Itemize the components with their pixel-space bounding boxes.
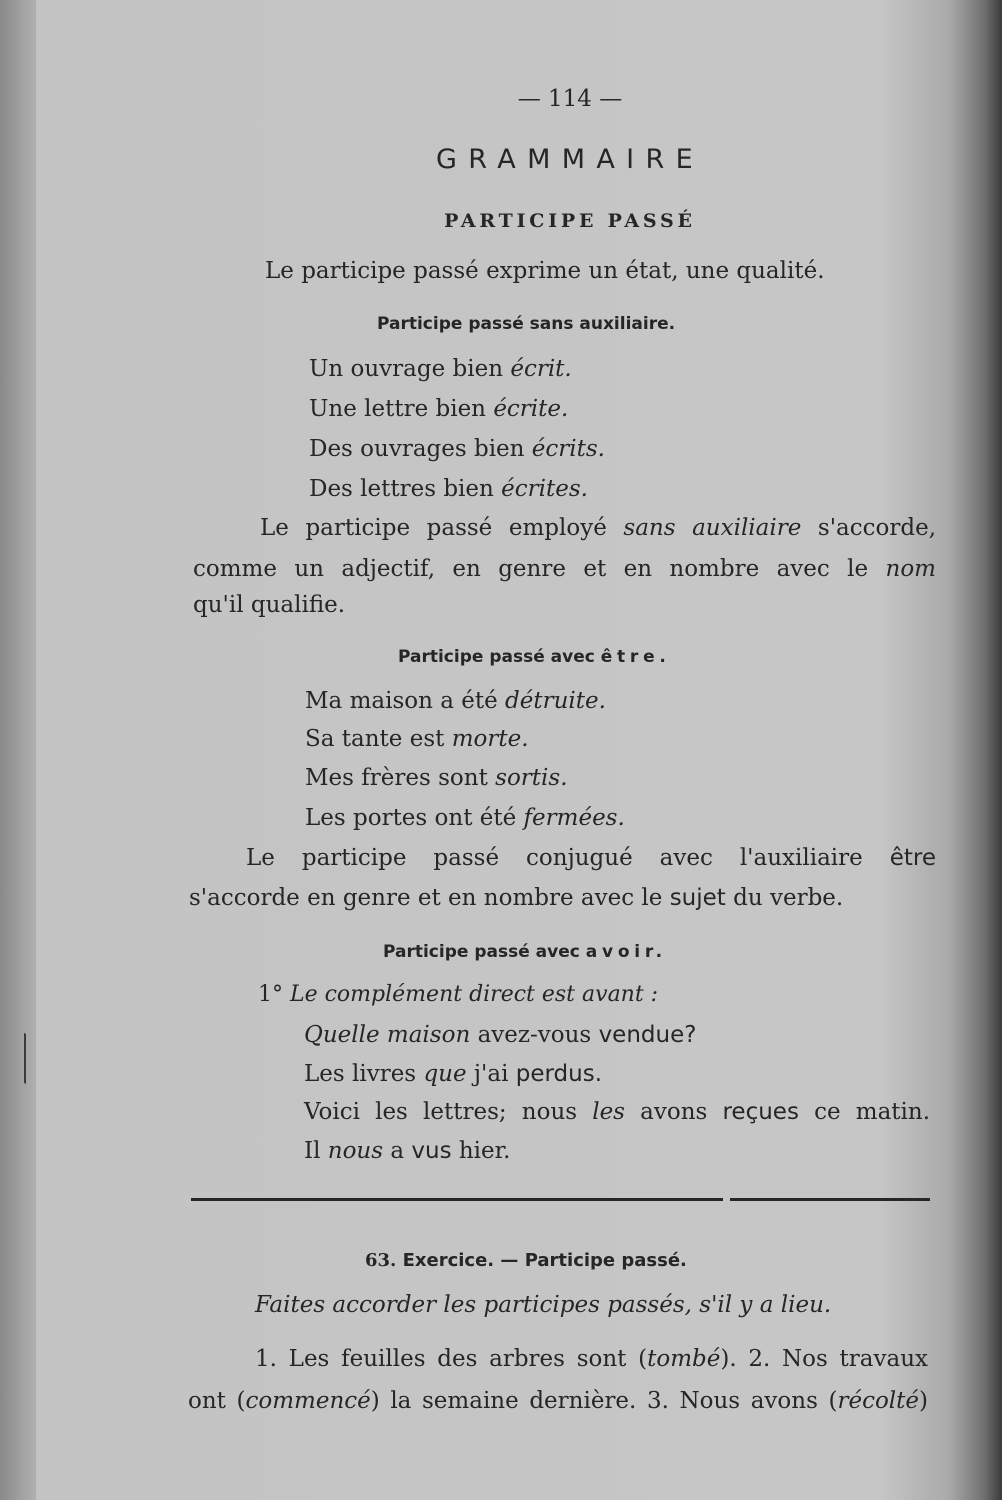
- rule-sans-auxiliaire-line2: comme un adjectif, en genre et en nombre avec le nom: [193, 556, 936, 582]
- main-title: GRAMMAIRE: [436, 144, 704, 175]
- subheading-avec-avoir: Participe passé avec avoir.: [383, 942, 667, 962]
- example-line: Une lettre bien écrite.: [309, 396, 569, 422]
- example-line: Ma maison a été détruite.: [305, 688, 606, 714]
- example-line: Mes frères sont sortis.: [305, 765, 568, 791]
- example-line: Il nous a vus hier.: [304, 1138, 511, 1164]
- page-number: — 114 —: [517, 86, 623, 112]
- section-title: PARTICIPE PASSÉ: [444, 210, 696, 232]
- rule-avec-etre-line2: s'accorde en genre et en nombre avec le sujet du verbe.: [189, 885, 844, 911]
- example-line: Les portes ont été fermées.: [305, 805, 625, 831]
- example-line: Voici les lettres; nous les avons reçues ce matin.: [304, 1099, 930, 1125]
- example-line: Des lettres bien écrites.: [309, 476, 588, 502]
- rule-avec-etre-line1: Le participe passé conjugué avec l'auxiliaire être: [246, 845, 936, 871]
- example-line: Les livres que j'ai perdus.: [304, 1061, 603, 1087]
- subheading-sans-auxiliaire: Participe passé sans auxiliaire.: [377, 314, 676, 334]
- subheading-avec-etre: Participe passé avec être.: [398, 647, 671, 667]
- definition: Le participe passé exprime un état, une qualité.: [265, 258, 825, 284]
- exercise-instruction: Faites accorder les participes passés, s'il y a lieu.: [255, 1292, 832, 1318]
- example-line: Sa tante est morte.: [305, 726, 529, 752]
- case-label: 1° Le complément direct est avant :: [258, 982, 659, 1007]
- section-divider: [730, 1198, 930, 1201]
- exercise-line-2: ont (commencé) la semaine dernière. 3. Nous avons (récolté): [188, 1388, 928, 1414]
- section-divider: [191, 1198, 723, 1201]
- exercise-header: 63. Exercice. — Participe passé.: [365, 1250, 687, 1271]
- rule-sans-auxiliaire-line1: Le participe passé employé sans auxiliaire s'accorde,: [260, 515, 937, 541]
- rule-sans-auxiliaire-line3: qu'il qualifie.: [193, 592, 346, 618]
- example-line: Quelle maison avez-vous vendue?: [304, 1022, 697, 1048]
- example-line: Des ouvrages bien écrits.: [309, 436, 605, 462]
- exercise-line-1: 1. Les feuilles des arbres sont (tombé). 2. Nos travaux: [255, 1346, 928, 1372]
- example-line: Un ouvrage bien écrit.: [309, 356, 572, 382]
